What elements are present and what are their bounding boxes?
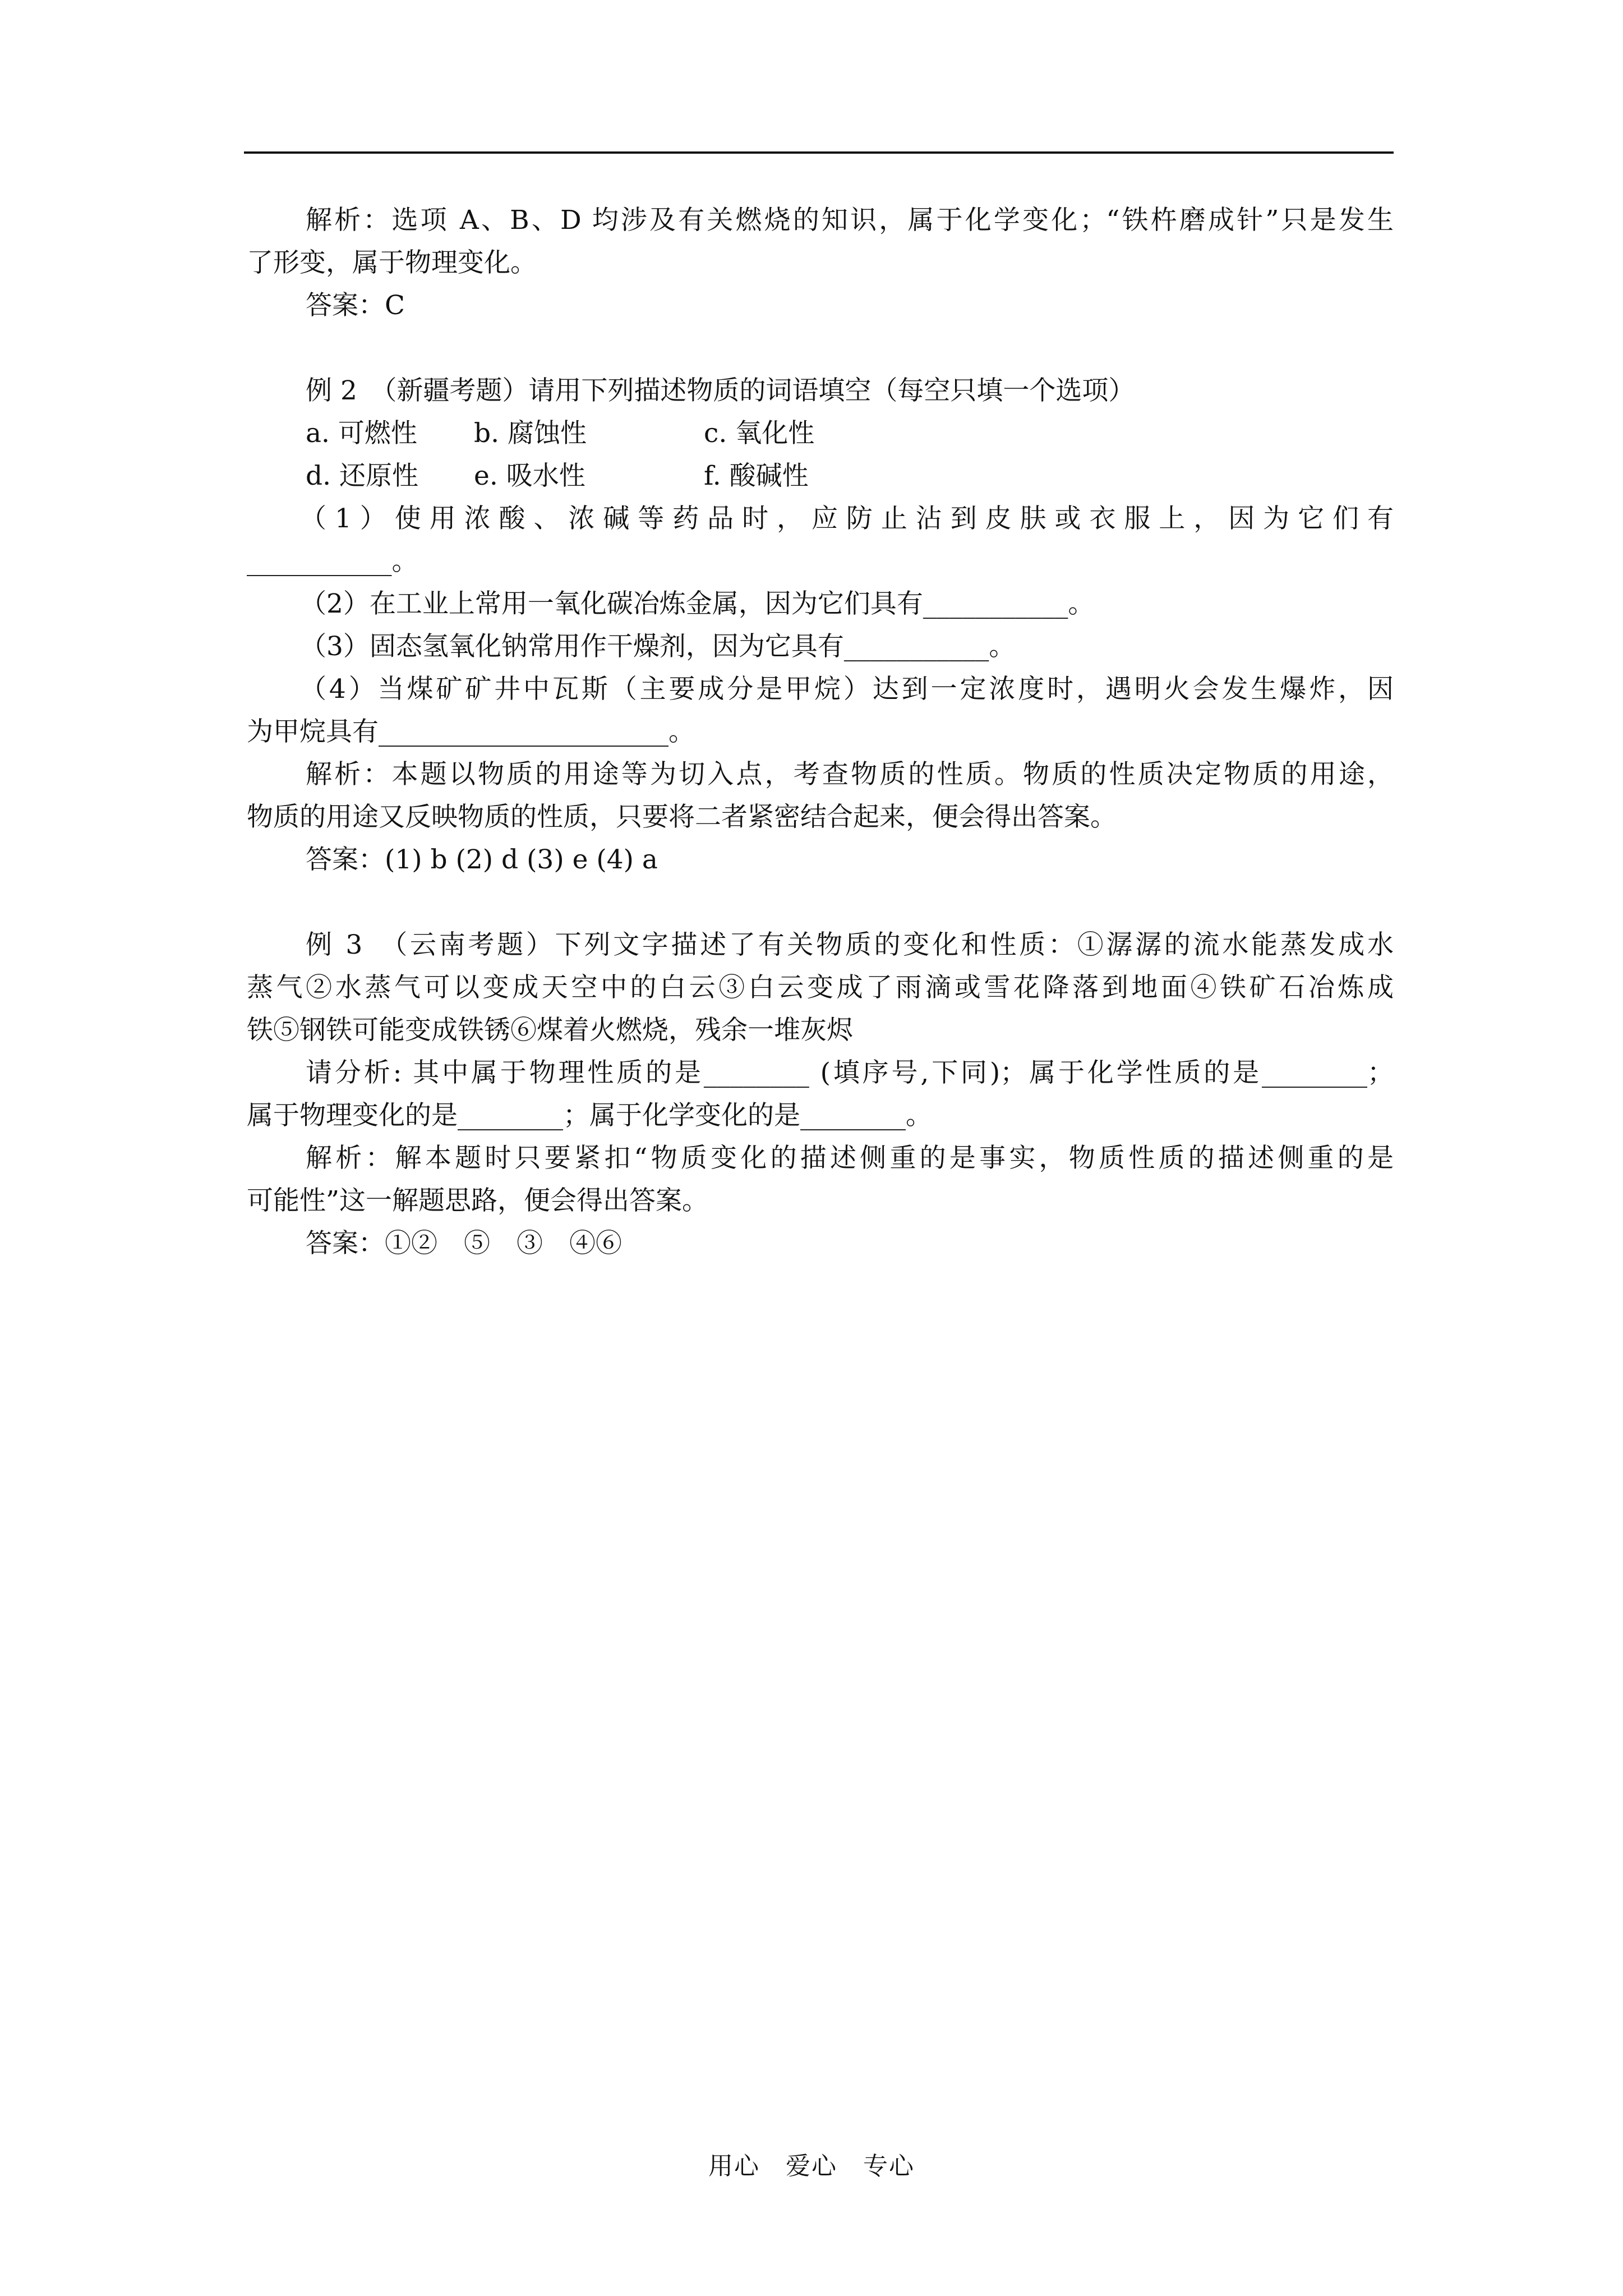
ex3-title-line1: 例 3 （云南考题）下列文字描述了有关物质的变化和性质：①潺潺的流水能蒸发成水 [306,930,1394,960]
option-d: d. 还原性 [306,461,418,491]
ex2-q4-line1: （4）当煤矿矿井中瓦斯（主要成分是甲烷）达到一定浓度时，遇明火会发生爆炸，因 [300,674,1394,705]
ex3-question-line2: 属于物理变化的是________；属于化学变化的是________。 [247,1100,932,1131]
ex2-q2: （2）在工业上常用一氧化碳冶炼金属，因为它们具有___________。 [300,588,1095,619]
header-rule [244,151,1394,154]
ex1-analysis-line1: 解析：选项 A、B、D 均涉及有关燃烧的知识，属于化学变化；“铁杵磨成针”只是发生 [306,205,1394,236]
ex3-title-line3: 铁⑤钢铁可能变成铁锈⑥煤着火燃烧，残余一堆灰烬 [247,1015,853,1046]
ex2-analysis-line1: 解析：本题以物质的用途等为切入点，考查物质的性质。物质的性质决定物质的用途， [306,759,1394,790]
ex2-title: 例 2 （新疆考题）请用下列描述物质的词语填空（每空只填一个选项） [306,375,1135,406]
ex1-analysis-line2: 了形变，属于物理变化。 [247,247,537,278]
ex2-q3: （3）固态氢氧化钠常用作干燥剂，因为它具有___________。 [300,631,1016,662]
option-f: f. 酸碱性 [704,461,809,491]
ex2-answer: 答案：(1) b (2) d (3) e (4) a [306,844,658,875]
ex2-q4-line2: 为甲烷具有______________________。 [247,716,695,747]
ex3-analysis-line1: 解析：解本题时只要紧扣“物质变化的描述侧重的是事实，物质性质的描述侧重的是 [306,1143,1394,1174]
ex1-answer: 答案：C [306,290,405,321]
ex2-analysis-line2: 物质的用途又反映物质的性质，只要将二者紧密结合起来，便会得出答案。 [247,802,1117,832]
option-b: b. 腐蚀性 [474,418,587,449]
page-footer: 用心 爱心 专心 [708,2152,915,2180]
option-c: c. 氧化性 [704,418,815,449]
ex2-q1-line1: （1）使用浓酸、浓碱等药品时，应防止沾到皮肤或衣服上，因为它们有 [300,503,1394,534]
option-e: e. 吸水性 [474,461,585,491]
ex3-question-line1: 请分析: 其中属于物理性质的是________ (填序号,下同)；属于化学性质的是________； [306,1057,1394,1088]
option-a: a. 可燃性 [306,418,417,449]
ex2-q1-line2: ___________。 [247,546,418,577]
ex3-analysis-line2: 可能性”这一解题思路，便会得出答案。 [247,1185,709,1216]
document-body [247,199,1394,1265]
ex3-title-line2: 蒸气②水蒸气可以变成天空中的白云③白云变成了雨滴或雪花降落到地面④铁矿石冶炼成 [247,972,1394,1003]
ex3-answer: 答案：①② ⑤ ③ ④⑥ [306,1228,622,1259]
ex2-options-row1 [247,412,1394,455]
ex2-options-row2 [247,455,1394,498]
